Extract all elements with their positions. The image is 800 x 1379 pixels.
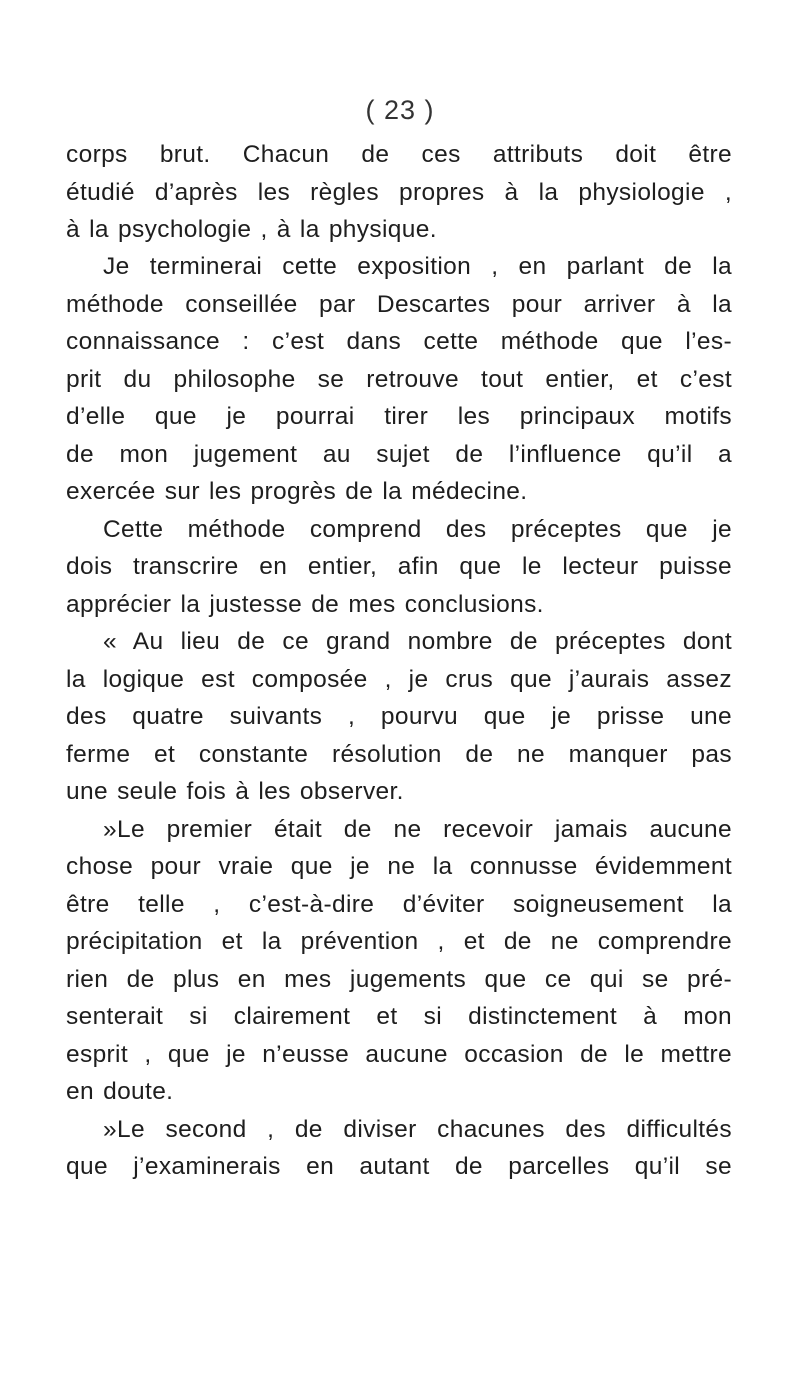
text-line: être telle , c’est-à-dire d’éviter soigneusement la	[66, 891, 732, 918]
text-line: »Le premier était de ne recevoir jamais aucune	[103, 816, 732, 843]
text-line: esprit , que je n’eusse aucune occasion de le mettre	[66, 1041, 732, 1068]
text-line: Je terminerai cette exposition , en parlant de la	[103, 253, 732, 280]
text-line: d’elle que je pourrai tirer les principaux motifs	[66, 403, 732, 430]
text-line: que j’examinerais en autant de parcelles qu’il se	[66, 1153, 732, 1180]
text-line: méthode conseillée par Descartes pour arriver à la	[66, 291, 732, 318]
text-line: une seule fois à les observer.	[66, 778, 404, 805]
text-line: corps brut. Chacun de ces attributs doit être	[66, 141, 732, 168]
text-line: étudié d’après les règles propres à la physiologie ,	[66, 179, 732, 206]
text-line: rien de plus en mes jugements que ce qui se pré-	[66, 966, 732, 993]
text-line: à la psychologie , à la physique.	[66, 216, 437, 243]
text-line: Cette méthode comprend des préceptes que je	[103, 516, 732, 543]
text-line: ferme et constante résolution de ne manquer pas	[66, 741, 732, 768]
text-line: apprécier la justesse de mes conclusions.	[66, 591, 544, 618]
text-line: de mon jugement au sujet de l’influence qu’il a	[66, 441, 732, 468]
text-line: chose pour vraie que je ne la connusse évidemment	[66, 853, 732, 880]
text-line: senterait si clairement et si distinctement à mon	[66, 1003, 732, 1030]
text-line: en doute.	[66, 1078, 174, 1105]
text-line: connaissance : c’est dans cette méthode que l’es-	[66, 328, 732, 355]
text-line: exercée sur les progrès de la médecine.	[66, 478, 528, 505]
text-line: »Le second , de diviser chacunes des difficultés	[103, 1116, 732, 1143]
text-line: dois transcrire en entier, afin que le lecteur puisse	[66, 553, 732, 580]
text-line: précipitation et la prévention , et de ne comprendre	[66, 928, 732, 955]
text-line: la logique est composée , je crus que j’aurais assez	[66, 666, 732, 693]
page-number: ( 23 )	[365, 95, 435, 125]
text-line: des quatre suivants , pourvu que je prisse une	[66, 703, 732, 730]
text-line: « Au lieu de ce grand nombre de préceptes dont	[103, 628, 732, 655]
text-line: prit du philosophe se retrouve tout entier, et c’est	[66, 366, 732, 393]
